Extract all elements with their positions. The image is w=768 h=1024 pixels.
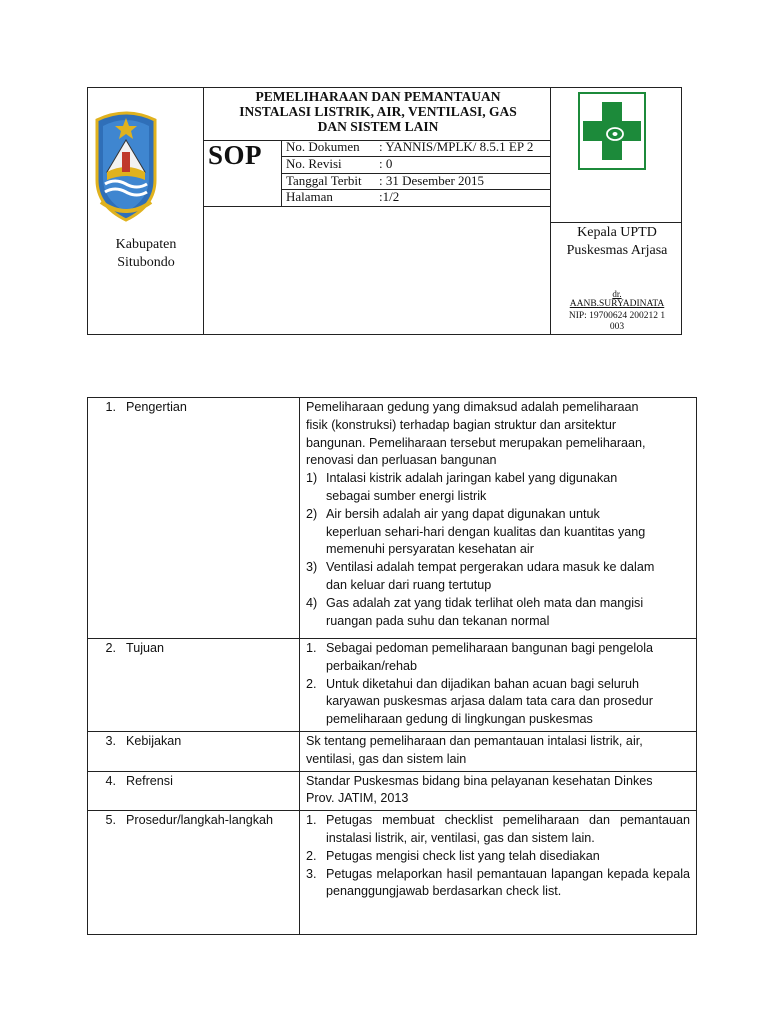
table-row [88, 639, 697, 732]
signatory-nip: NIP: 19700624 200212 1 003 [568, 311, 666, 332]
table-row [88, 732, 697, 772]
divider [203, 88, 204, 334]
list-item: 3) Ventilasi adalah tempat pergerakan udara masuk ke dalam dan keluar dari ruang tertutup [306, 560, 655, 592]
row-label: 3. Kebijakan [88, 732, 300, 772]
list-item: 2. Petugas mengisi check list yang telah disediakan [306, 848, 600, 863]
divider [203, 206, 550, 207]
list-item: 2. Untuk diketahui dan dijadikan bahan acuan bagi seluruh karyawan puskesmas arjasa dalam tata cara dan prosedur pemeliharaan gedung di lingkungan puskesmas [306, 676, 653, 727]
meta-halaman: Halaman :1/2 [286, 189, 400, 204]
kabupaten-label: Kabupaten Situbondo [115, 237, 177, 270]
sop-content-table [87, 397, 697, 935]
table-row [88, 771, 697, 811]
list-item: 3. Petugas melaporkan hasil pemantauan lapangan kepada kepala penanggungjawab berdasarkan check list. [306, 866, 690, 899]
divider [550, 222, 682, 223]
kabupaten-situbondo-crest-icon [93, 102, 159, 222]
list-item: 1. Sebagai pedoman pemeliharaan bangunan bagi pengelola perbaikan/rehab [306, 641, 654, 673]
meta-no-revisi: No. Revisi : 0 [286, 156, 393, 171]
row-label: 2. Tujuan [88, 639, 300, 732]
sop-label: SOP [208, 140, 263, 170]
document-title: PEMELIHARAAN DAN PEMANTAUAN INSTALASI LISTRIK, AIR, VENTILASI, GAS DAN SISTEM LAIN [239, 89, 517, 134]
row-label: 5. Prosedur/langkah-langkah [88, 811, 300, 935]
meta-no-dokumen: No. Dokumen : YANNIS/MPLK/ 8.5.1 EP 2 [286, 139, 534, 154]
signatory-title: dr. [612, 289, 622, 299]
list-item: 1. Petugas membuat checklist pemeliharaan dan pemantauan instalasi listrik, air, ventilasi, gas dan sistem lain. [306, 813, 690, 845]
row-content-refrensi: Standar Puskesmas bidang bina pelayanan kesehatan Dinkes Prov. JATIM, 2013 [300, 771, 697, 811]
list-item: 2) Air bersih adalah air yang dapat digunakan untuk keperluan sehari-hari dengan kualitas dan kuantitas yang memenuhi persyaratan kesehatan air [306, 506, 646, 557]
row-content-pengertian: Pemeliharaan gedung yang dimaksud adalah pemeliharaan fisik (konstruksi) terhadap bagian struktur dan arsitektur bangunan. Pemeliharaan tersebut merupakan pemeliharaan, renovasi dan perluasan bangunan 1) Intalasi kistrik adalah jaringan kabel yang digunakan sebagai sumber energi listrik 2) Air bersih adalah air yang dapat digunakan untuk keperluan sehari-hari dengan kualitas dan kuantitas yang memenuhi persyaratan kesehatan air 3) Ventilasi adalah tempat pergerakan udara masuk ke dalam dan keluar dari ruang tertutup 4) Gas adalah zat yang tidak terlihat oleh mata dan mangisi ruangan pada suhu dan tekanan normal [300, 398, 697, 639]
signatory-name: AANB.SURYADINATA [569, 299, 665, 309]
row-label: 4. Refrensi [88, 771, 300, 811]
goal-list [306, 640, 690, 729]
list-item: 4) Gas adalah zat yang tidak terlihat oleh mata dan mangisi ruangan pada suhu dan tekanan normal [306, 595, 644, 628]
sop-header [87, 87, 682, 335]
puskesmas-cross-logo-icon [578, 92, 646, 170]
procedure-list [306, 812, 690, 901]
meta-tanggal-terbit: Tanggal Terbit : 31 Desember 2015 [286, 173, 485, 188]
row-content-tujuan [300, 639, 697, 732]
list-item: 1) Intalasi kistrik adalah jaringan kabel yang digunakan sebagai sumber energi listrik [306, 471, 618, 503]
row-label: 1. Pengertian [88, 398, 300, 639]
kepala-uptd-label: Kepala UPTD Puskesmas Arjasa [566, 225, 668, 258]
row-content-prosedur [300, 811, 697, 935]
table-row [88, 398, 697, 639]
row-content-kebijakan: Sk tentang pemeliharaan dan pemantauan intalasi listrik, air, ventilasi, gas dan sistem lain [300, 732, 697, 772]
table-row [88, 811, 697, 935]
definition-list [306, 470, 690, 630]
